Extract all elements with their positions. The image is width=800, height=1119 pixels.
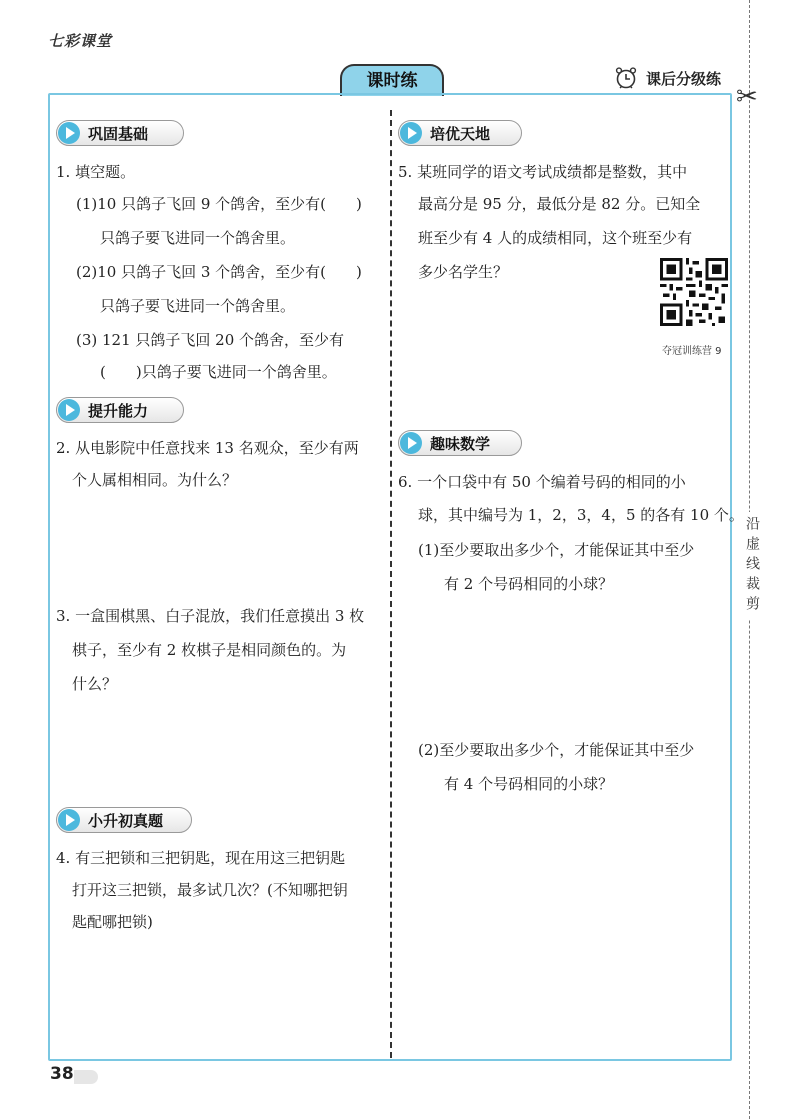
q4-line: 4. 有三把锁和三把钥匙，现在用这三把钥匙: [56, 849, 346, 867]
section-label: 趣味数学: [430, 434, 491, 453]
q4-line: 匙配哪把锁): [72, 913, 153, 931]
q5-line: 最高分是 95 分，最低分是 82 分。已知全: [418, 195, 701, 213]
q1-line: (3) 121 只鸽子飞回 20 个鸽舍，至少有: [76, 331, 345, 349]
q6-line: 6. 一个口袋中有 50 个编着号码的相同的小: [398, 473, 686, 491]
play-icon: [58, 809, 80, 831]
q6-line: 球，其中编号为 1，2，3，4，5 的各有 10 个。: [418, 506, 744, 524]
play-icon: [58, 399, 80, 421]
q1-line: 只鸽子要飞进同一个鸽舍里。: [100, 229, 296, 247]
q1-line: (2)10 只鸽子飞回 3 个鸽舍，至少有( ): [76, 263, 362, 281]
q6-line: 有 4 个号码相同的小球？: [444, 775, 614, 793]
q3-line: 3. 一盒围棋黑、白子混放，我们任意摸出 3 枚: [56, 607, 365, 625]
section-consolidate: [56, 120, 184, 146]
q3-line: 棋子，至少有 2 枚棋子是相同颜色的。为: [72, 641, 347, 659]
section-label: 培优天地: [430, 124, 491, 143]
q2-line: 2. 从电影院中任意找来 13 名观众，至少有两: [56, 439, 359, 457]
alarm-clock-icon: [614, 66, 638, 90]
section-label: 提升能力: [88, 401, 149, 420]
q6-line: (2)至少要取出多少个，才能保证其中至少: [418, 741, 695, 759]
cut-note: 沿虚线裁剪: [738, 512, 762, 620]
q2-line: 个人属相相同。为什么？: [72, 471, 238, 489]
section-excellence: [398, 120, 522, 146]
page-number-bar: [74, 1070, 98, 1084]
q6-line: (1)至少要取出多少个，才能保证其中至少: [418, 541, 695, 559]
section-label: 小升初真题: [88, 811, 164, 830]
play-icon: [400, 432, 422, 454]
level-tag-label: 课后分级练: [646, 69, 722, 88]
q3-line: 什么？: [72, 675, 118, 693]
q5-line: 5. 某班同学的语文考试成绩都是整数，其中: [398, 163, 688, 181]
q5-line: 多少名学生？: [418, 263, 509, 281]
q1-line: ( )只鸽子要飞进同一个鸽舍里。: [100, 363, 337, 381]
level-tag: [614, 66, 721, 90]
q4-line: 打开这三把锁，最多试几次？(不知哪把钥: [72, 881, 348, 899]
q1-line: (1)10 只鸽子飞回 9 个鸽舍，至少有( ): [76, 195, 362, 213]
play-icon: [400, 122, 422, 144]
q1-line: 只鸽子要飞进同一个鸽舍里。: [100, 297, 296, 315]
section-label: 巩固基础: [88, 124, 149, 143]
q1-title: 1. 填空题。: [56, 163, 136, 181]
page-title: 课时练: [340, 64, 444, 96]
brand-logo: 七彩课堂: [48, 32, 113, 50]
qr-code-icon: [660, 258, 728, 326]
page-number: 38: [50, 1064, 74, 1084]
q5-line: 班至少有 4 人的成绩相同，这个班至少有: [418, 229, 693, 247]
section-exam: [56, 807, 192, 833]
column-divider: [390, 110, 392, 1058]
scissors-icon: ✂: [736, 82, 758, 112]
q6-line: 有 2 个号码相同的小球？: [444, 575, 614, 593]
section-fun: [398, 430, 522, 456]
section-improve: [56, 397, 184, 423]
play-icon: [58, 122, 80, 144]
qr-label: 夺冠训练营 9: [662, 346, 722, 357]
